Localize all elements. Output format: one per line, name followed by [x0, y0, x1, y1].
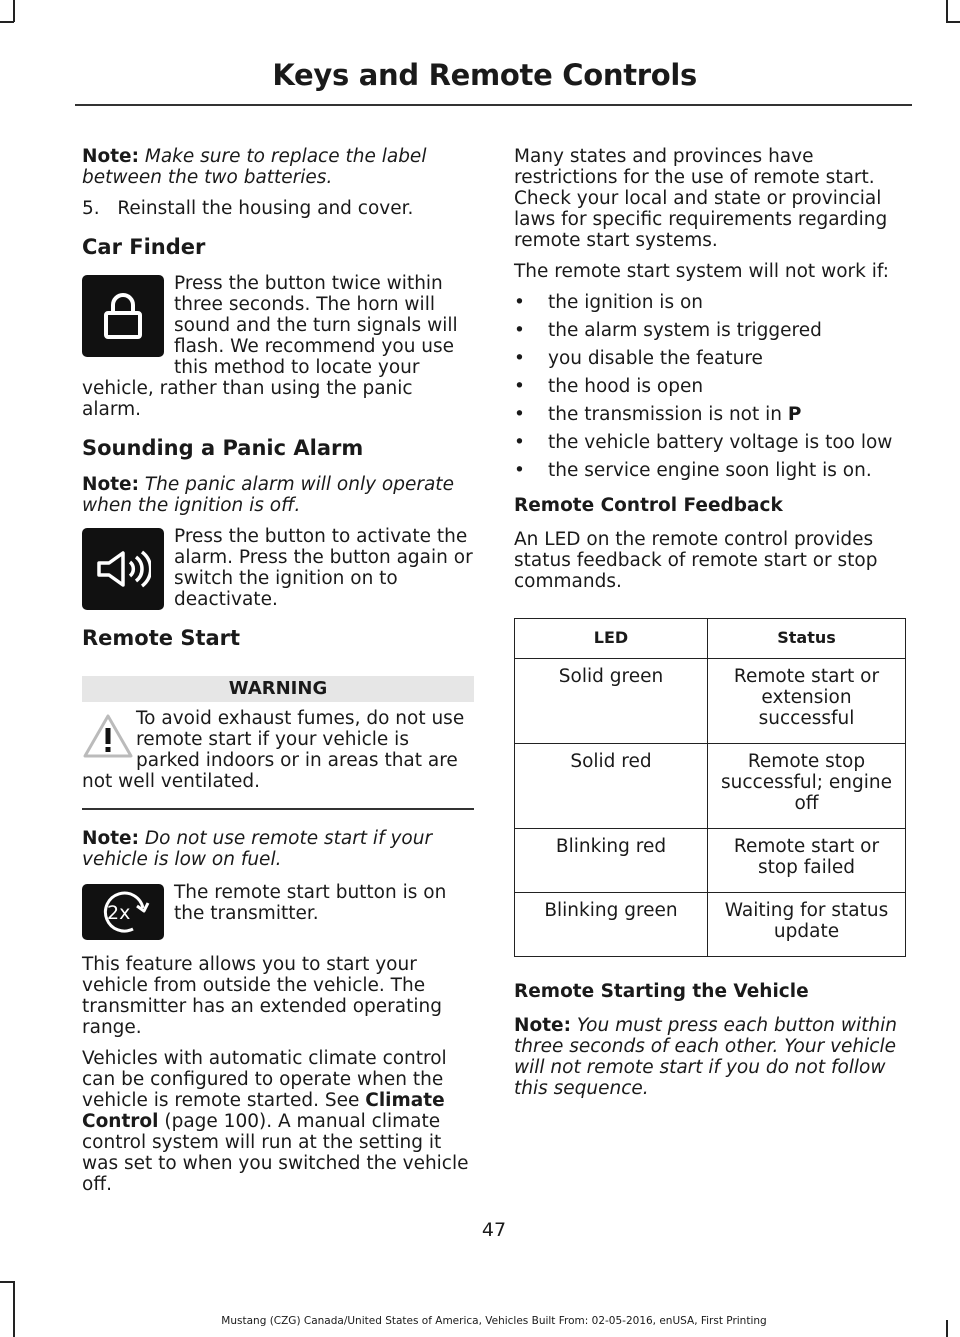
warning-label: WARNING	[82, 676, 474, 702]
panic-alarm-note: Note: The panic alarm will only operate when the ignition is off.	[82, 474, 454, 516]
panic-alarm-heading: Sounding a Panic Alarm	[82, 436, 364, 460]
crop-mark	[13, 1281, 15, 1337]
crop-mark	[13, 0, 15, 22]
car-finder-block	[82, 273, 474, 420]
table-cell: Waiting for status update	[708, 893, 906, 957]
climate-text: Vehicles with automatic climate control can be configured to operate when the vehicle is remote started. See Climate Control (page 100). A manual climate control system will run at the setting it was set to when you switched the vehicle off.	[82, 1047, 469, 1195]
transmitter-block	[82, 882, 474, 942]
fuel-note: Note: Do not use remote start if your vehicle is low on fuel.	[82, 827, 433, 870]
table-cell: Remote start or stop failed	[708, 829, 906, 893]
right-column	[514, 146, 906, 1109]
table-cell: Solid green	[515, 659, 708, 744]
feature-text: This feature allows you to start your vehicle from outside the vehicle. The transmitter has an extended operating range.	[82, 953, 442, 1038]
conditions-list	[514, 292, 906, 481]
header-divider	[75, 104, 912, 106]
battery-note: Note: Make sure to replace the label between the two batteries.	[82, 146, 427, 188]
table-header-status: Status	[708, 619, 906, 659]
list-item: • the transmission is not in P	[514, 404, 906, 425]
step-5: 5. Reinstall the housing and cover.	[82, 198, 414, 219]
warning-text: To avoid exhaust fumes, do not use remote start if your vehicle is parked indoors or in areas that are not well ventilated.	[82, 708, 465, 792]
warning-divider	[82, 808, 474, 810]
horn-icon	[82, 528, 164, 610]
table-row	[515, 893, 906, 957]
table-row	[515, 829, 906, 893]
crop-mark	[0, 21, 14, 23]
warning-triangle-icon	[82, 712, 134, 760]
table-cell: Remote stop successful; engine off	[708, 744, 906, 829]
car-finder-heading: Car Finder	[82, 235, 206, 259]
table-cell: Solid red	[515, 744, 708, 829]
footer-text: Mustang (CZG) Canada/United States of America, Vehicles Built From: 02-05-2016, enUSA, First Printing	[221, 1315, 767, 1327]
feedback-text: An LED on the remote control provides status feedback of remote start or stop commands.	[514, 529, 878, 592]
icon-2x-label: 2x	[107, 901, 131, 924]
starting-note: Note: You must press each button within three seconds of each other. Your vehicle will not remote start if you do not follow this sequence.	[514, 1015, 897, 1099]
feedback-heading: Remote Control Feedback	[514, 495, 783, 516]
table-row	[515, 659, 906, 744]
table-row	[515, 744, 906, 829]
lock-icon	[82, 275, 164, 357]
climate-control-link[interactable]: Climate Control	[82, 1089, 445, 1132]
led-status-table	[514, 618, 906, 957]
crop-mark	[946, 21, 960, 23]
remote-starting-heading: Remote Starting the Vehicle	[514, 981, 809, 1002]
restrictions-text: Many states and provinces have restrictions for the use of remote start. Check your local and state or provincial laws for specific requirements regarding remote start systems.	[514, 146, 888, 251]
crop-mark	[946, 0, 948, 22]
list-item: • you disable the feature	[514, 348, 906, 369]
transmitter-text: The remote start button is on the transmitter.	[174, 881, 447, 924]
car-finder-text: Press the button twice within three seconds. The horn will sound and the turn signals will flash. We recommend you use this method to locate your vehicle, rather than using the panic alarm.	[82, 273, 458, 420]
panic-alarm-block	[82, 526, 474, 610]
panic-alarm-text: Press the button to activate the alarm. Press the button again or switch the ignition on to deactivate.	[174, 526, 473, 610]
table-header-led: LED	[515, 619, 708, 659]
list-item: • the alarm system is triggered	[514, 320, 906, 341]
gear-letter: P	[787, 404, 802, 425]
list-item: • the ignition is on	[514, 292, 906, 313]
list-item: • the vehicle battery voltage is too low	[514, 432, 906, 453]
list-item: • the service engine soon light is on.	[514, 460, 906, 481]
table-cell: Blinking green	[515, 893, 708, 957]
warning-block	[82, 708, 474, 792]
remote-start-2x-icon	[82, 884, 164, 940]
climate-page-ref[interactable]: (page 100).	[164, 1110, 273, 1132]
page-title: Keys and Remote Controls	[272, 58, 697, 92]
not-work-intro: The remote start system will not work if:	[514, 261, 889, 282]
page-number: 47	[481, 1219, 507, 1241]
left-column	[82, 146, 474, 1205]
list-item: • the hood is open	[514, 376, 906, 397]
remote-start-heading: Remote Start	[82, 626, 241, 650]
table-cell: Blinking red	[515, 829, 708, 893]
table-cell: Remote start or extension successful	[708, 659, 906, 744]
crop-mark	[0, 1281, 14, 1283]
